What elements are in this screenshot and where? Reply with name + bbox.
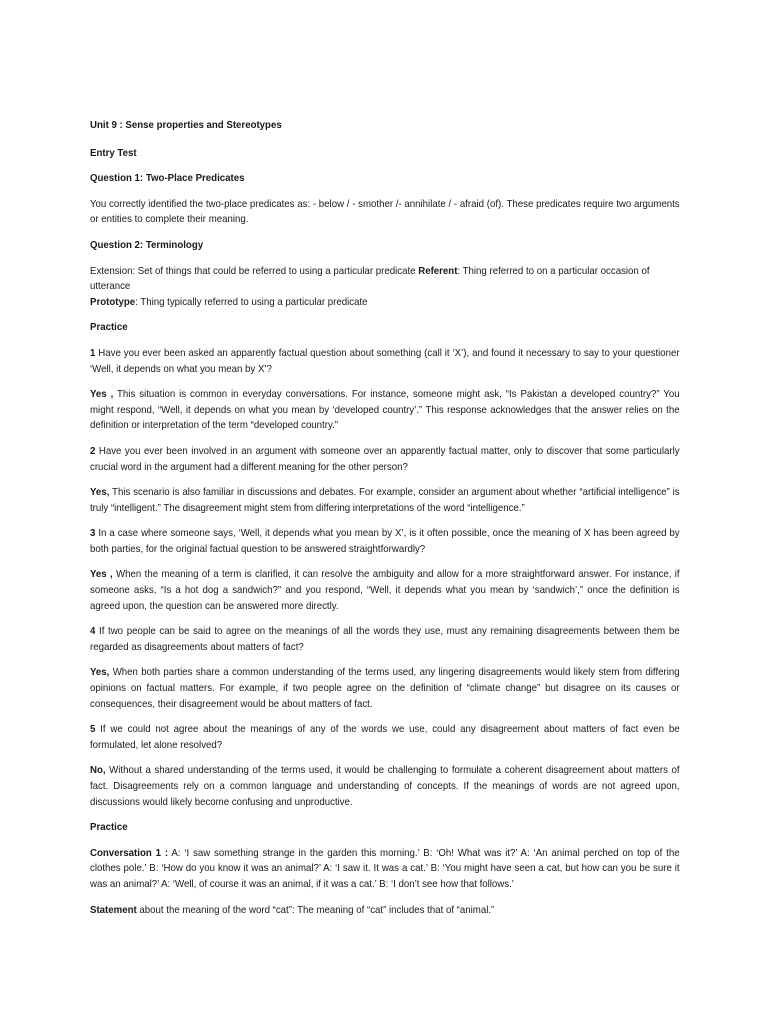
statement (90, 903, 680, 919)
conversation-label: Conversation 1 : (90, 847, 169, 859)
question-item-4 (90, 624, 680, 655)
conversation-1 (90, 846, 680, 893)
answer-label: Yes, (90, 667, 110, 679)
question-item-1 (90, 346, 680, 377)
extension-text: Extension: Set of things that could be referred to using a particular predicate (90, 265, 419, 277)
practice-heading-1: Practice (90, 322, 128, 334)
statement-label: Statement (90, 904, 137, 916)
answer-text: When both parties share a common understanding of the terms used, any lingering disagreements would likely stem from differing opinions on factual matters. For example, if two people agree on the definition of “climate change” but disagree on its causes or consequences, their disagreement would be about matters of fact. (90, 667, 680, 710)
question-number: 5 (90, 724, 96, 736)
answer-text: When the meaning of a term is clarified, it can resolve the ambiguity and allow for a more straightforward answer. For instance, if someone asks, “Is a hot dog a sandwich?” and you respond, “Well, it depends what you mean by ‘sandwich’,” once the definition is agreed upon, the question can be answered more directly. (90, 569, 680, 612)
answer-item-3 (90, 567, 680, 614)
question-item-3 (90, 526, 680, 557)
prototype-label: Prototype (90, 296, 136, 308)
question-number: 2 (90, 445, 96, 457)
question-number: 4 (90, 626, 96, 638)
question-text: If two people can be said to agree on the meanings of all the words they use, must any remaining disagreements between them be regarded as disagreements about matters of fact? (90, 626, 680, 653)
statement-text: about the meaning of the word “cat”: The meaning of “cat” includes that of “animal.” (136, 904, 495, 916)
answer-label: Yes , (90, 569, 113, 581)
question-text: Have you ever been asked an apparently factual question about something (call it ‘X’), and found it necessary to say to your questioner ‘Well, it depends on what you mean by X’? (90, 347, 680, 375)
document-page (90, 118, 680, 928)
prototype-text: : Thing typically referred to using a particular predicate (135, 296, 368, 308)
answer-label: No, (90, 765, 106, 777)
answer-text: Without a shared understanding of the terms used, it would be challenging to formulate a coherent disagreement about matters of fact. Disagreements rely on a common language and understanding of concepts. If the meanings of words are not agreed upon, discussions would likely become confusing and unproductive. (90, 765, 680, 808)
answer-item-1 (90, 387, 680, 434)
question-2-heading: Question 2: Terminology (90, 239, 204, 251)
practice-heading-2: Practice (90, 822, 128, 834)
answer-label: Yes, (90, 487, 110, 499)
answer-item-2 (90, 485, 680, 516)
referent-label: Referent (418, 265, 458, 277)
question-1-text: You correctly identified the two-place predicates as: - below / - smother /- annihilate / - afraid (of). These predicates require two arguments or entities to complete their meaning. (90, 198, 680, 226)
question-1-heading: Question 1: Two-Place Predicates (90, 173, 245, 185)
answer-item-5 (90, 763, 680, 810)
conversation-text: A: ‘I saw something strange in the garden this morning.’ B: ‘Oh! What was it?’ A: ‘An animal perched on top of the clothes pole.’ B: ‘How do you know it was an animal?’ A: ‘I saw it. It was a cat.’ B: ‘You might have seen a cat, but how can you be sure it was an animal?’ A: ‘Well, of course it was an animal, if it was a cat.’ B: ‘I don’t see how that follows.’ (90, 847, 680, 890)
question-item-5 (90, 722, 680, 753)
unit-title: Unit 9 : Sense properties and Stereotypes (90, 120, 282, 131)
answer-text: This situation is common in everyday conversations. For instance, someone might ask, “Is Pakistan a developed country?” You might respond, “Well, it depends on what you mean by ‘developed country’.” This response acknowledges that the answer relies on the definition or interpretation of the term “developed country.” (90, 389, 680, 432)
question-text: If we could not agree about the meanings of any of the words we use, could any disagreement about matters of fact even be formulated, let alone resolved? (90, 724, 680, 751)
referent-text: : Thing referred to on a particular occasion of utterance (90, 265, 650, 293)
question-number: 1 (90, 347, 96, 359)
answer-label: Yes , (90, 389, 114, 401)
question-number: 3 (90, 528, 96, 540)
question-text: In a case where someone says, ‘Well, it depends what you mean by X’, is it often possible, once the meaning of X has been agreed by both parties, for the original factual question to be answered straightforwardly? (90, 528, 680, 555)
terminology-block (90, 264, 680, 311)
entry-test-heading: Entry Test (90, 147, 137, 159)
question-text: Have you ever been involved in an argument with someone over an apparently factual matter, only to discover that some particularly crucial word in the argument had a different meaning for the other person? (90, 445, 680, 473)
answer-item-4 (90, 665, 680, 712)
question-item-2 (90, 444, 680, 475)
answer-text: This scenario is also familiar in discussions and debates. For example, consider an argument about whether “artificial intelligence” is truly “intelligent.” The disagreement might stem from differing interpretations of the word “intelligence.” (90, 487, 680, 514)
